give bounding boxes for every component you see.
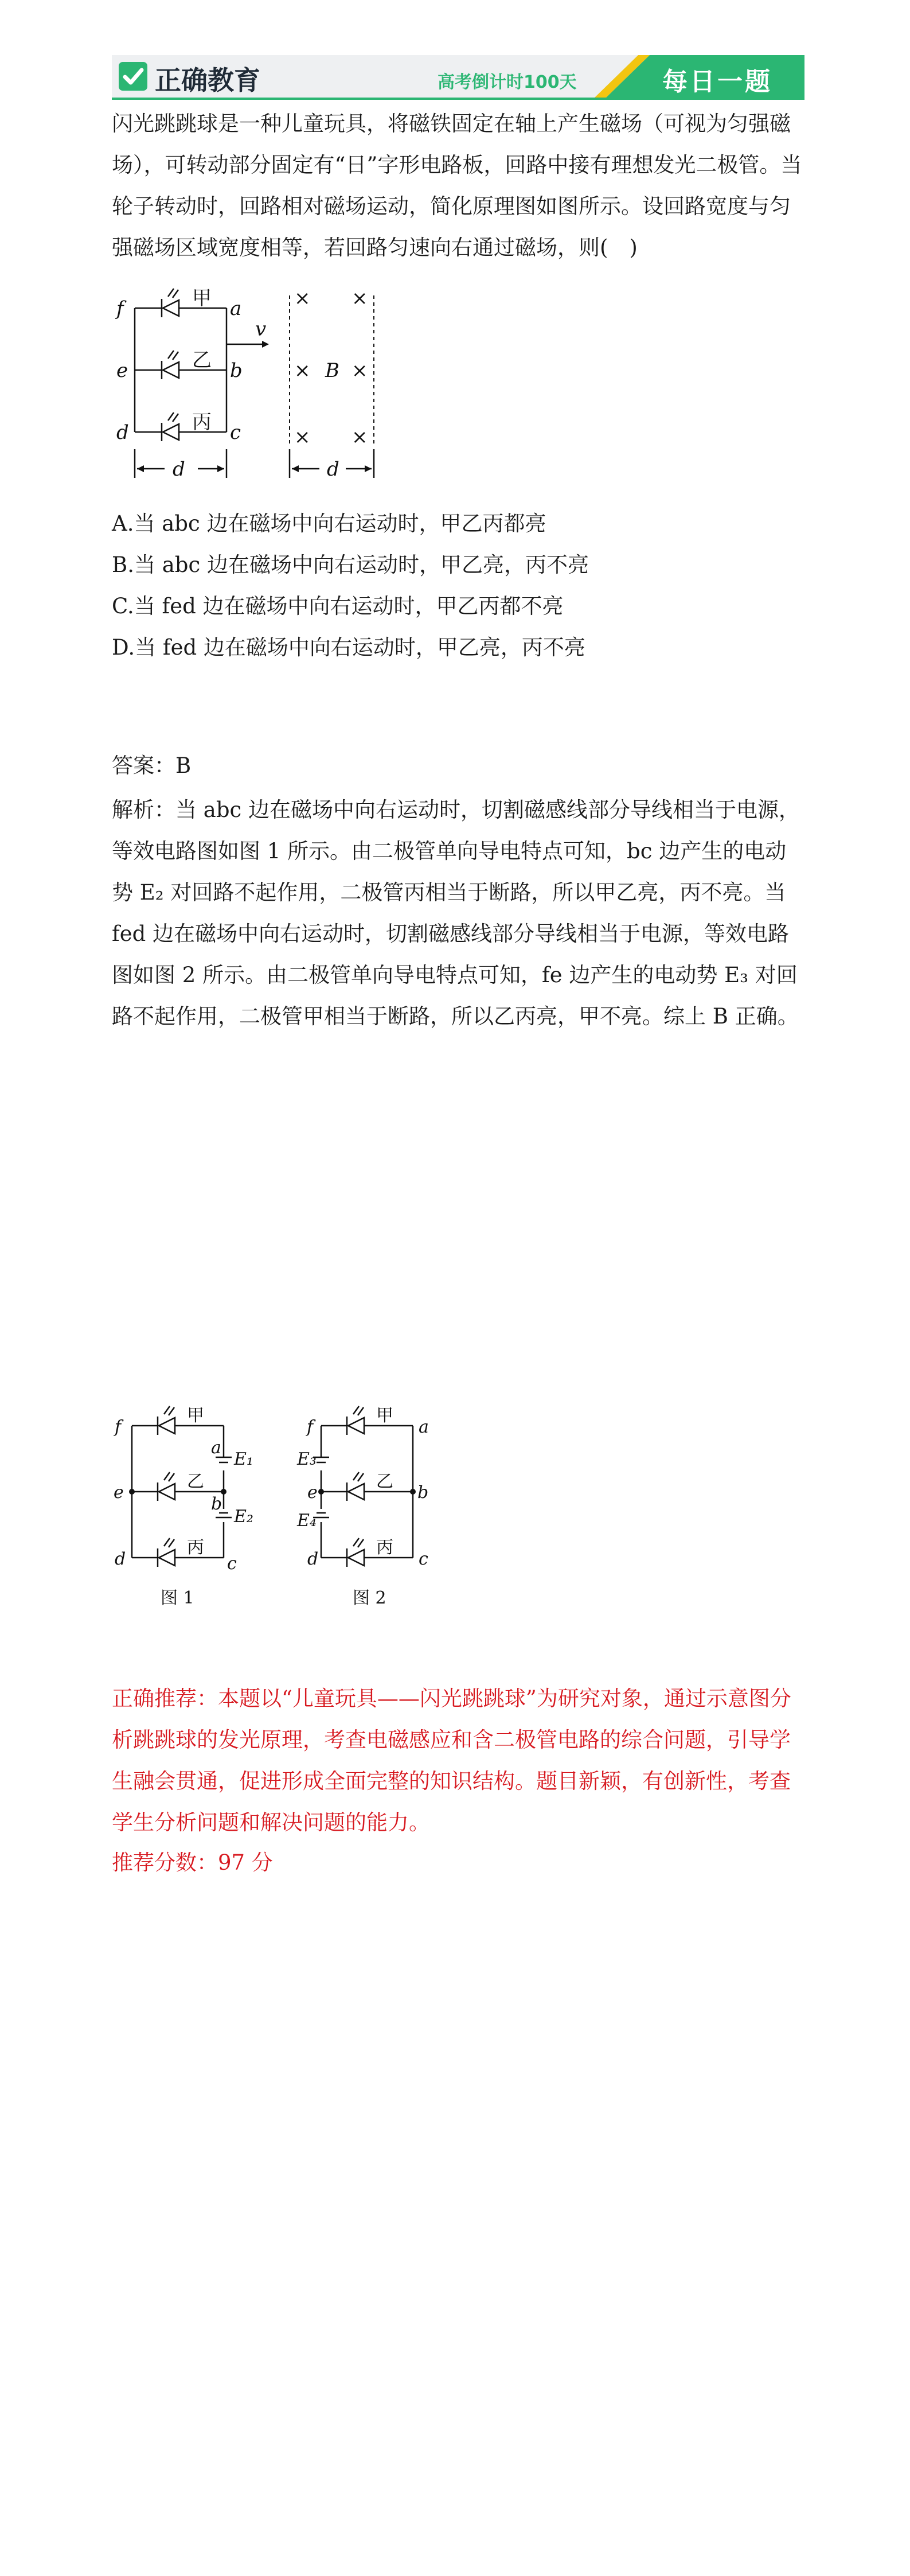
fig2-label-yi: 乙 xyxy=(376,1472,393,1492)
check-icon xyxy=(119,62,147,91)
label-B: B xyxy=(325,359,339,382)
circuit-figure xyxy=(112,284,376,496)
question-stem: 闪光跳跳球是一种儿童玩具，将磁铁固定在轴上产生磁场（可视为匀强磁场），可转动部分固定有“日”字形电路板，回路中接有理想发光二极管。当轮子转动时，回路相对磁场运动，简化原理图如图所示。设回路宽度与匀强磁场区域宽度相等，若回路匀速向右通过磁场，则( ) xyxy=(112,111,802,260)
fig2-label-bing: 丙 xyxy=(376,1538,393,1558)
label-b: b xyxy=(230,359,243,382)
answer-figures xyxy=(109,1403,464,1615)
label-bing: 丙 xyxy=(192,411,212,434)
cross-mark: × xyxy=(294,287,311,310)
label-c: c xyxy=(230,421,241,444)
cross-mark: × xyxy=(351,426,368,449)
fig2-label-e: e xyxy=(307,1482,318,1503)
fig2-label-f: f xyxy=(307,1417,314,1437)
fig2-label-E4: E₄ xyxy=(297,1511,317,1531)
label-d-width: d xyxy=(173,458,185,481)
fig2-caption: 图 2 xyxy=(353,1588,386,1608)
fig2-label-a: a xyxy=(419,1417,429,1437)
label-f: f xyxy=(116,297,124,320)
banner-rule xyxy=(112,98,804,100)
option-a: A.当 abc 边在磁场中向右运动时，甲乙丙都亮 xyxy=(112,511,546,536)
fig1-label-d: d xyxy=(115,1549,126,1569)
brand-name: 正确教育 xyxy=(155,65,260,96)
label-e: e xyxy=(116,359,128,382)
cross-mark: × xyxy=(351,287,368,310)
fig2-label-jia: 甲 xyxy=(376,1406,393,1426)
fig2-label-d: d xyxy=(307,1549,319,1569)
fig1-label-e: e xyxy=(114,1482,124,1503)
fig1-label-a: a xyxy=(211,1438,221,1458)
fig2-label-E3: E₃ xyxy=(297,1449,317,1469)
diode-bing xyxy=(162,413,179,441)
recommendation-text: 正确推荐：本题以“儿童玩具——闪光跳跳球”为研究对象，通过示意图分析跳跳球的发光原理，考查电磁感应和含二极管电路的综合问题，引导学生融会贯通，促进形成全面完整的知识结构。题目新颖，有创新性，考查学生分析问题和解决问题的能力。 xyxy=(112,1686,791,1835)
label-d-field: d xyxy=(327,458,339,481)
fig1-label-bing: 丙 xyxy=(187,1538,204,1558)
fig2-label-b: b xyxy=(417,1482,429,1503)
fig1-label-c: c xyxy=(227,1554,237,1574)
cross-mark: × xyxy=(294,359,311,382)
label-d: d xyxy=(116,421,129,444)
label-v: v xyxy=(255,318,267,341)
answer-analysis: 解析：当 abc 边在磁场中向右运动时，切割磁感线部分导线相当于电源，等效电路图如图 1 所示。由二极管单向导电特点可知，bc 边产生的电动势 E₂ 对回路不起作用，二极管丙相当于断路，所以甲乙亮，丙不亮。当 fed 边在磁场中向右运动时，切割磁感线部分导线相当于电源，等效电路图如图 2 所示。由二极管单向导电特点可知，fe 边产生的电动势 E₃ 对回路不起作用，二极管甲相当于断路，所以乙丙亮，甲不亮。综上 B 正确。 xyxy=(112,797,800,1029)
fig1-label-f: f xyxy=(115,1417,122,1437)
option-b: B.当 abc 边在磁场中向右运动时，甲乙亮，丙不亮 xyxy=(112,552,589,577)
fig1-caption: 图 1 xyxy=(161,1588,194,1608)
fig1-label-yi: 乙 xyxy=(187,1472,204,1492)
label-jia: 甲 xyxy=(192,287,212,310)
exam-countdown: 高考倒计时100天 xyxy=(438,72,577,92)
cross-mark: × xyxy=(294,426,311,449)
fig1-label-E2: E₂ xyxy=(234,1507,253,1527)
answer-line: 答案：B xyxy=(112,753,192,778)
label-yi: 乙 xyxy=(192,349,212,372)
fig1-label-jia: 甲 xyxy=(187,1406,204,1426)
fig2-label-c: c xyxy=(419,1549,428,1569)
diode-yi xyxy=(162,351,179,379)
option-d: D.当 fed 边在磁场中向右运动时，甲乙亮，丙不亮 xyxy=(112,635,585,660)
cross-mark: × xyxy=(351,359,368,382)
header-banner xyxy=(112,55,804,99)
option-c: C.当 fed 边在磁场中向右运动时，甲乙丙都不亮 xyxy=(112,594,564,618)
fig1-label-E1: E₁ xyxy=(234,1449,253,1469)
recommendation-score: 推荐分数：97 分 xyxy=(112,1850,273,1875)
fig1-label-b: b xyxy=(211,1494,222,1514)
label-a: a xyxy=(230,297,242,320)
daily-title: 每日一题 xyxy=(662,67,772,96)
diode-jia xyxy=(162,289,179,317)
